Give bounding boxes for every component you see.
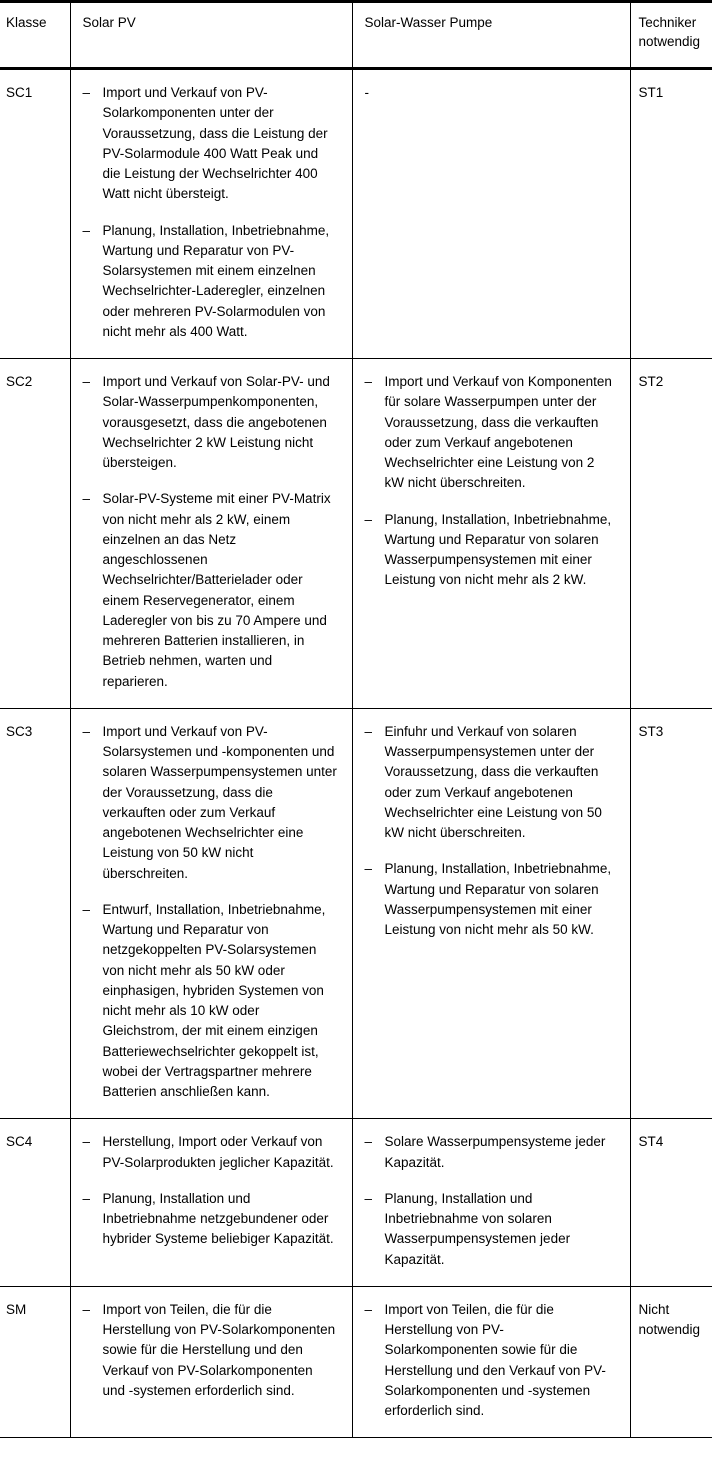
table-row [0, 708, 712, 1119]
cell-solar-wasser-pumpe [352, 1286, 630, 1438]
list-item: – Herstellung, Import oder Verkauf von PV-Solarprodukten jeglicher Kapazität. [83, 1132, 338, 1173]
cell-solar-wasser-pumpe [352, 69, 630, 359]
cell-techniker [630, 1119, 712, 1287]
column-header-klasse: Klasse [0, 2, 70, 69]
cell-solar-wasser-pumpe-list [365, 1132, 616, 1270]
cell-solar-wasser-pumpe [352, 359, 630, 709]
list-item: – Import von Teilen, die für die Herstellung von PV-Solarkomponenten sowie für die Herstellung und den Verkauf von PV-Solarkomponenten und -systemen erforderlich sind. [365, 1300, 616, 1422]
cell-solar-pv [70, 69, 352, 359]
table-body [0, 69, 712, 1438]
cell-solar-wasser-pumpe-list [365, 372, 616, 591]
list-item: – Einfuhr und Verkauf von solaren Wasserpumpensystemen unter der Voraussetzung, dass die verkauften oder zum Verkauf angebotenen Wechselrichter eine Leistung von 50 kW nicht überschreiten. [365, 722, 616, 844]
cell-klasse: SC3 [0, 708, 70, 1119]
techniker-value: ST4 [638, 1134, 664, 1150]
cell-solar-wasser-pumpe-list [365, 1300, 616, 1422]
cell-solar-wasser-pumpe [352, 1119, 630, 1287]
table-row [0, 359, 712, 709]
cell-solar-pv-list [83, 722, 338, 1103]
table-header-row [0, 2, 712, 69]
cell-solar-pv [70, 1119, 352, 1287]
list-item: – Planung, Installation, Inbetriebnahme, Wartung und Reparatur von solaren Wasserpumpensystemen mit einer Leistung von nicht mehr als 2 kW. [365, 510, 616, 591]
list-item: – Import und Verkauf von Komponenten für solare Wasserpumpen unter der Voraussetzung, dass die verkauften oder zum Verkauf angebotenen Wechselrichter eine Leistung von 2 kW nicht überschreiten. [365, 372, 616, 494]
techniker-value: ST1 [638, 85, 664, 100]
cell-solar-wasser-pumpe-placeholder: - [364, 85, 369, 100]
cell-klasse: SC2 [0, 359, 70, 709]
cell-solar-wasser-pumpe-list [365, 722, 616, 941]
list-item: – Import und Verkauf von PV-Solarsystemen und -komponenten und solaren Wasserpumpensystemen unter der Voraussetzung, dass die verkauften oder zum Verkauf angebotenen Wechselrichter eine Leistung von 50 kW nicht überschreiten. [83, 722, 338, 884]
table-header [0, 2, 712, 69]
table-row [0, 1119, 712, 1287]
list-item: – Planung, Installation und Inbetriebnahme von solaren Wasserpumpensystemen jeder Kapazität. [365, 1189, 616, 1270]
table-row [0, 69, 712, 359]
techniker-value: ST3 [638, 723, 664, 739]
cell-solar-wasser-pumpe [352, 708, 630, 1119]
cell-klasse: SM [0, 1286, 70, 1438]
cell-klasse: SC4 [0, 1119, 70, 1287]
cell-solar-pv-list [83, 83, 338, 342]
cell-solar-pv [70, 708, 352, 1119]
list-item: – Solare Wasserpumpensysteme jeder Kapazität. [365, 1132, 616, 1173]
column-header-solar-pv: Solar PV [70, 2, 352, 69]
techniker-value: Nicht notwendig [638, 1301, 701, 1337]
techniker-value: ST2 [638, 374, 664, 389]
cell-solar-pv [70, 1286, 352, 1438]
cell-solar-pv-list [83, 1300, 338, 1401]
cell-techniker [630, 1286, 712, 1438]
column-header-solar-wasser-pumpe: Solar-Wasser Pumpe [352, 2, 630, 69]
cell-solar-pv [70, 359, 352, 709]
column-header-techniker-notwendig: Techniker notwendig [630, 2, 712, 69]
list-item: – Solar-PV-Systeme mit einer PV-Matrix von nicht mehr als 2 kW, einem einzelnen an das Netz angeschlossenen Wechselrichter/Batterielader oder einem Reservegenerator, einem Laderegler von bis zu 70 Ampere und mehreren Batterien installieren, in Betrieb nehmen, warten und reparieren. [83, 489, 338, 692]
cell-solar-pv-list [83, 372, 338, 692]
list-item: – Planung, Installation, Inbetriebnahme, Wartung und Reparatur von solaren Wasserpumpensystemen mit einer Leistung von nicht mehr als 50 kW. [365, 859, 616, 940]
list-item: – Planung, Installation und Inbetriebnahme netzgebundener oder hybrider Systeme beliebiger Kapazität. [83, 1189, 338, 1250]
cell-techniker [630, 708, 712, 1119]
list-item: – Planung, Installation, Inbetriebnahme, Wartung und Reparatur von PV-Solarsystemen mit einem einzelnen Wechselrichter-Laderegler, einzelnen oder mehreren PV-Solarmodulen von nicht mehr als 400 Watt. [83, 221, 338, 343]
cell-solar-pv-list [83, 1132, 338, 1249]
list-item: – Entwurf, Installation, Inbetriebnahme, Wartung und Reparatur von netzgekoppelten PV-Solarsystemen von nicht mehr als 50 kW oder einphasigen, hybriden Systemen von nicht mehr als 10 kW oder Gleichstrom, der mit einem einzigen Batteriewechselrichter gekoppelt ist, wobei der Vertragspartner mehrere Batterien anschließen kann. [83, 900, 338, 1103]
table-row [0, 1286, 712, 1438]
cell-techniker [630, 69, 712, 359]
cell-techniker [630, 359, 712, 709]
list-item: – Import von Teilen, die für die Herstellung von PV-Solarkomponenten sowie für die Herstellung und den Verkauf von PV-Solarkomponenten und -systemen erforderlich sind. [83, 1300, 338, 1401]
list-item: – Import und Verkauf von PV-Solarkomponenten unter der Voraussetzung, dass die Leistung der PV-Solarmodule 400 Watt Peak und die Leistung der Wechselrichter 400 Watt nicht übersteigt. [83, 83, 338, 205]
cell-klasse: SC1 [0, 69, 70, 359]
list-item: – Import und Verkauf von Solar-PV- und Solar-Wasserpumpenkomponenten, vorausgesetzt, dass die angebotenen Wechselrichter 2 kW Leistung nicht übersteigen. [83, 372, 338, 473]
